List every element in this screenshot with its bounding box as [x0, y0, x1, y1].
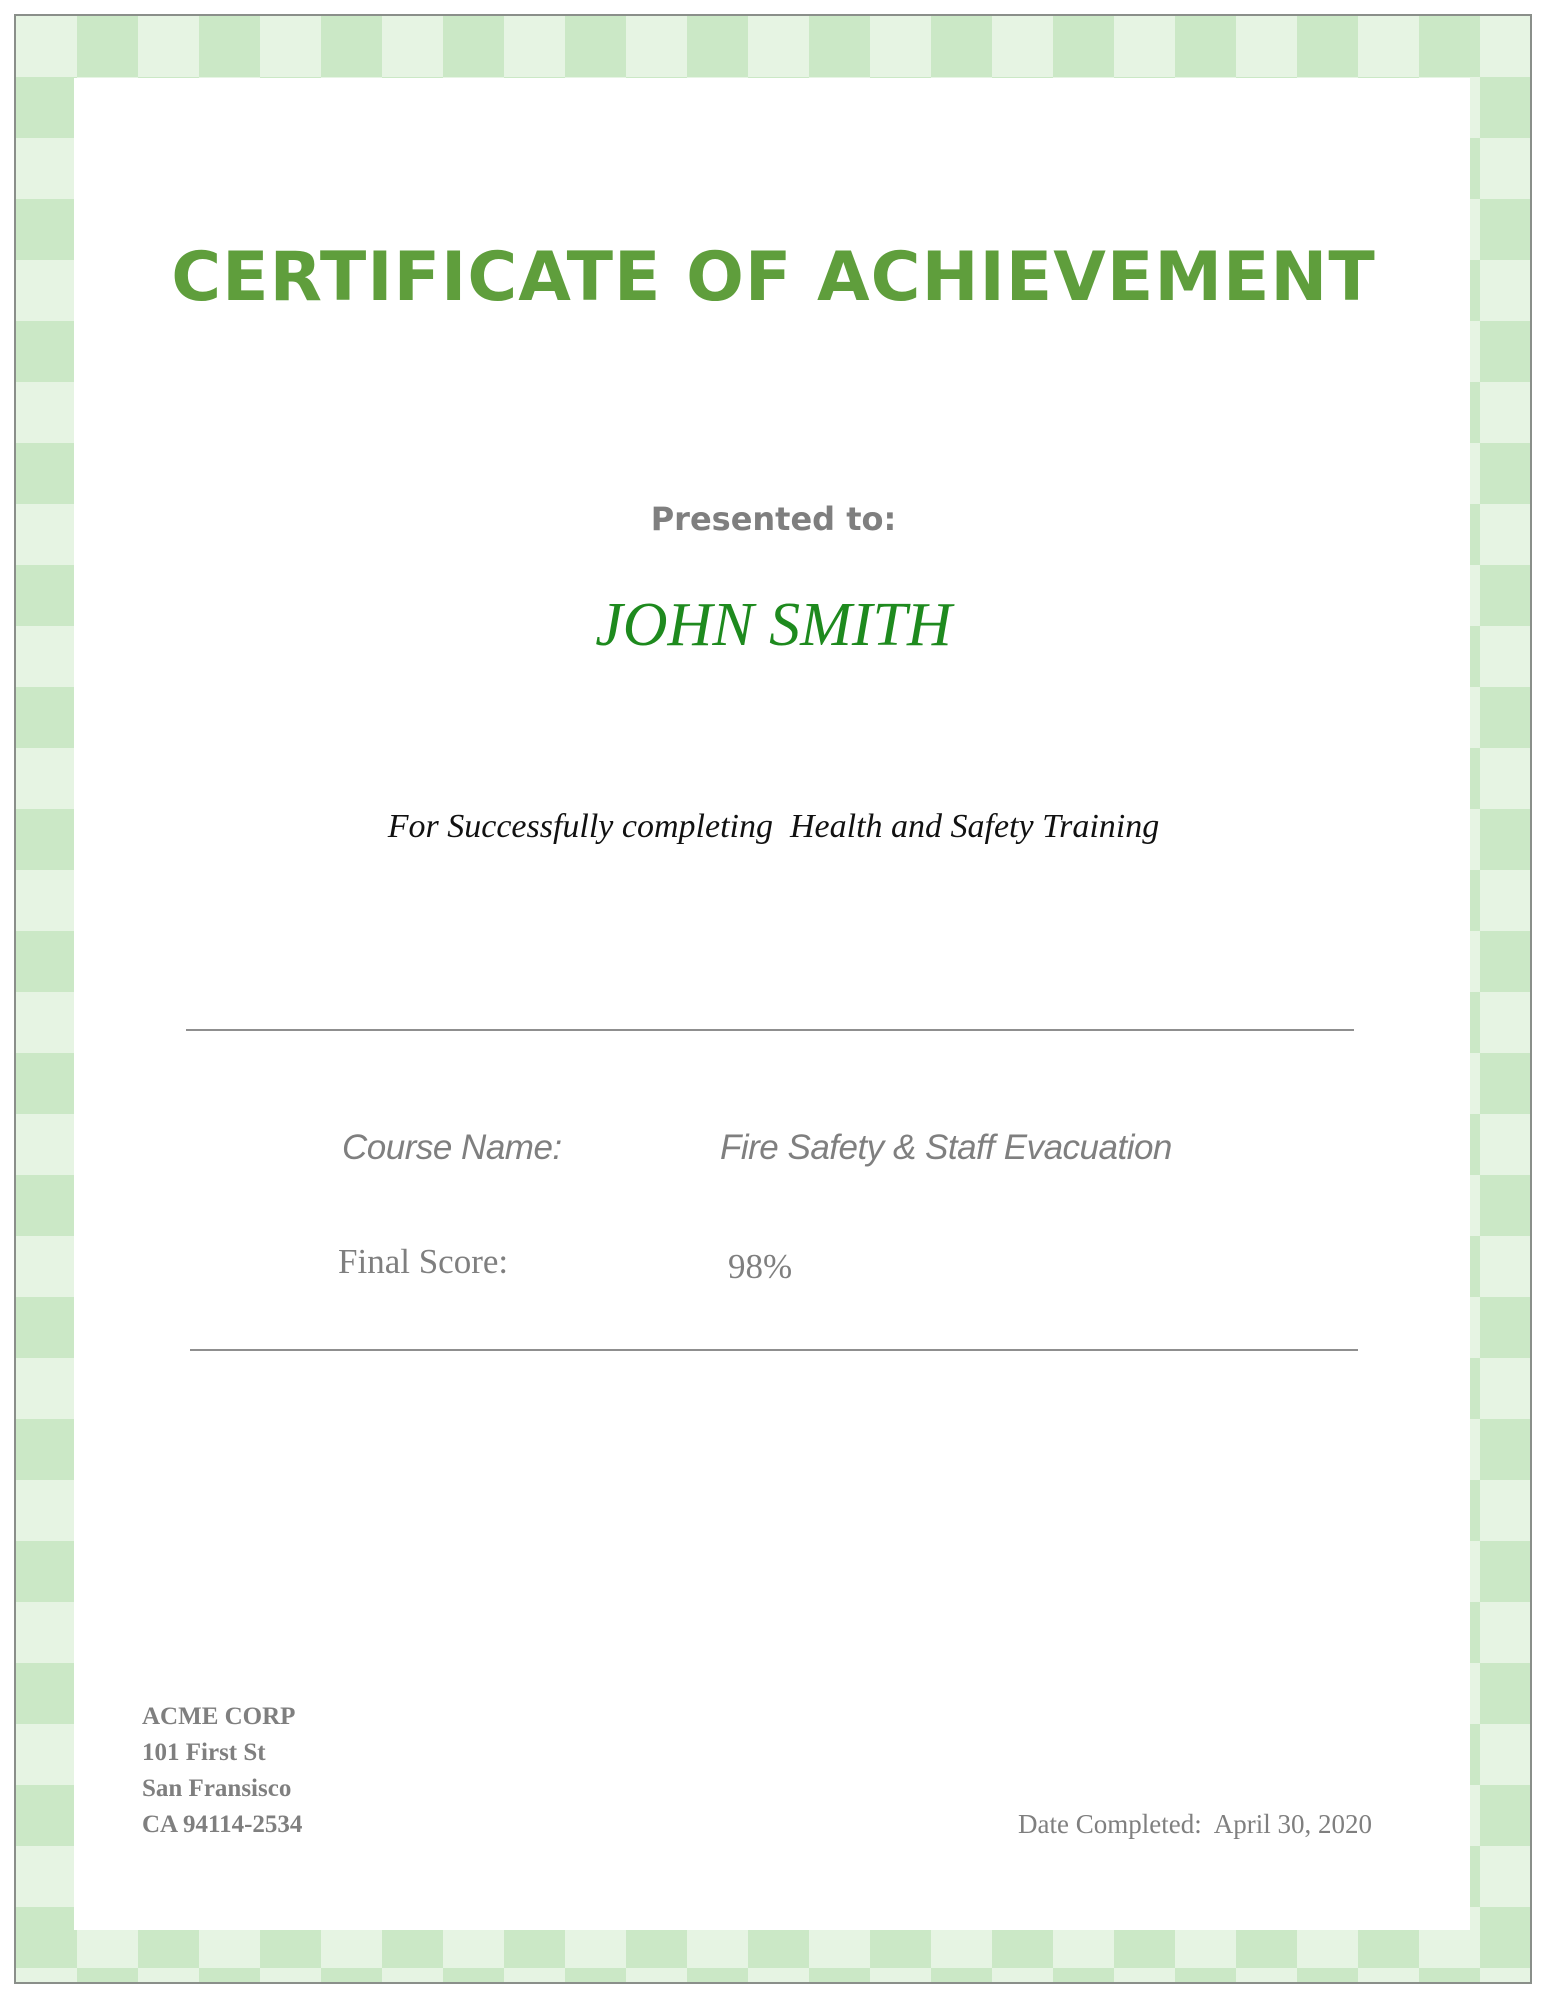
certificate-body — [74, 78, 1470, 1930]
issuer-name: ACME CORP — [142, 1703, 296, 1730]
recipient-name: JOHN SMITH — [595, 591, 952, 659]
course-name-label: Course Name: — [342, 1128, 562, 1167]
course-name-value: Fire Safety & Staff Evacuation — [720, 1128, 1172, 1167]
achievement-reason: For Successfully completing Health and Safety Training — [387, 808, 1160, 845]
certificate-title: CERTIFICATE OF ACHIEVEMENT — [171, 238, 1376, 317]
final-score-value: 98% — [728, 1247, 793, 1286]
date-completed-label: Date Completed: — [1018, 1809, 1202, 1839]
presented-to-label: Presented to: — [650, 500, 897, 538]
divider-bottom — [190, 1349, 1358, 1351]
date-completed — [1018, 1811, 1372, 1838]
divider-top — [186, 1029, 1354, 1031]
issuer-city: San Fransisco — [142, 1775, 292, 1802]
date-completed-value: April 30, 2020 — [1213, 1809, 1372, 1839]
final-score-label: Final Score: — [338, 1242, 509, 1281]
issuer-state-zip: CA 94114-2534 — [142, 1811, 303, 1838]
issuer-street: 101 First St — [142, 1739, 266, 1766]
issuer-address — [142, 1699, 302, 1843]
